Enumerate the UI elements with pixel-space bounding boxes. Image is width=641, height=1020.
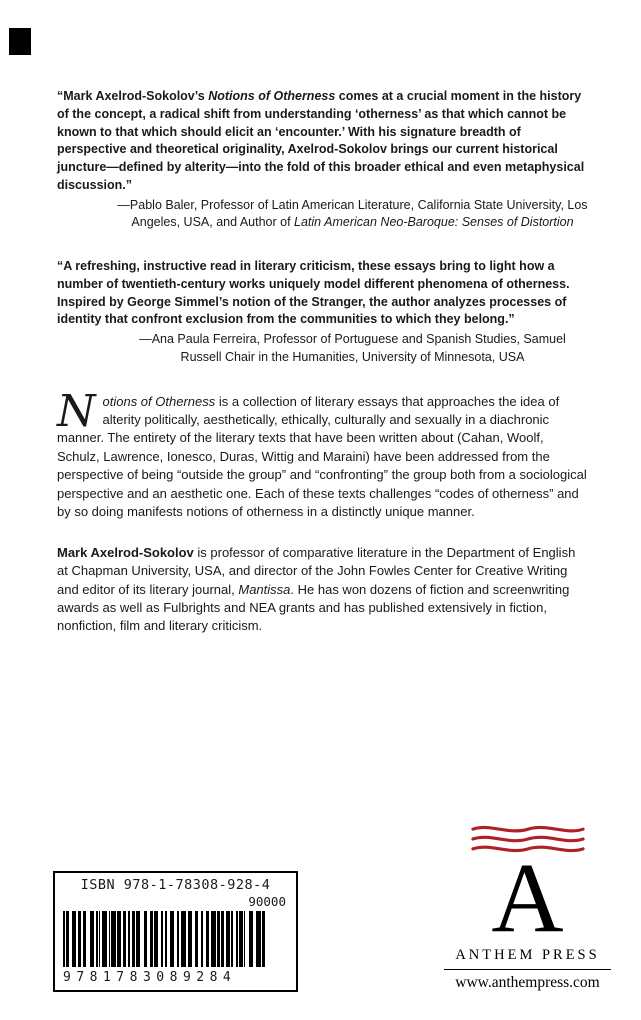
isbn-text: ISBN 978-1-78308-928-4 (80, 877, 271, 893)
book-synopsis (57, 385, 588, 522)
cover-footer (0, 823, 641, 992)
endorsement-quote-1: “Mark Axelrod-Sokolov’s Notions of Otherness comes at a crucial moment in the history of the concept, a radical shift from understanding ‘otherness’ as that which cannot be known to that which should elicit an ‘encounter.’ With his signature breadth of perspective and theoretical originality, Axelrod-Sokolov brings our current historical juncture—defined by alterity—into the fold of this broader ethical and even metaphysical discussion.” (57, 89, 585, 192)
endorsement-quote-2: “A refreshing, instructive read in literary criticism, these essays bring to light how a number of twentieth-century works uniquely model different phenomena of otherness. Inspired by George Simmel’s notion of the Stranger, the author analyzes processes of identity that confront exclusion from the communities to which they belong.” (57, 259, 570, 327)
barcode-price-code: 90000 (248, 894, 286, 909)
anthem-a-logo: A (491, 842, 564, 953)
endorsement-attribution-1: —Pablo Baler, Professor of Latin American Literature, California State University, Los Angeles, USA, and Author of Latin American Neo-Baroque: Senses of Distortion (117, 197, 588, 230)
barcode-bars (63, 911, 288, 967)
print-registration-mark (9, 28, 31, 55)
barcode (53, 871, 298, 992)
dropcap-letter: N (57, 385, 96, 437)
barcode-digits: 9781783089284 (63, 970, 237, 985)
synopsis-text: otions of Otherness is a collection of literary essays that approaches the idea of alterity politically, aesthetically, ethically, culturally and sexually in a diachronic manner. The entirety of the literary texts that have been written about (Cahan, Woolf, Schulz, Lawrence, Ionesco, Duras, Wittig and Maraini) have been addressed from the perspective of being “outside the group” and “confronting” the group both from a sociological perspective and an aesthetic one. Each of these texts challenges “codes of otherness” and by so doing manifests notions of otherness in a distinctly unique manner. (57, 393, 587, 520)
publisher-rule (444, 969, 611, 970)
publisher-logo-block (440, 823, 615, 992)
publisher-url: www.anthempress.com (455, 974, 600, 991)
publisher-name: ANTHEM PRESS (455, 947, 600, 963)
author-bio: Mark Axelrod-Sokolov is professor of comparative literature in the Department of English at Chapman University, USA, and director of the John Fowles Center for Creative Writing and editor of its literary journal, Mantissa. He has won dozens of fiction and screenwriting awards as well as Fulbrights and NEA grants and has published extensively in fiction, nonfiction, film and literary criticism. (57, 544, 576, 634)
endorsement-attribution-2: —Ana Paula Ferreira, Professor of Portuguese and Spanish Studies, Samuel Russell Chair in the Humanities, University of Minnesota, USA (139, 332, 566, 364)
